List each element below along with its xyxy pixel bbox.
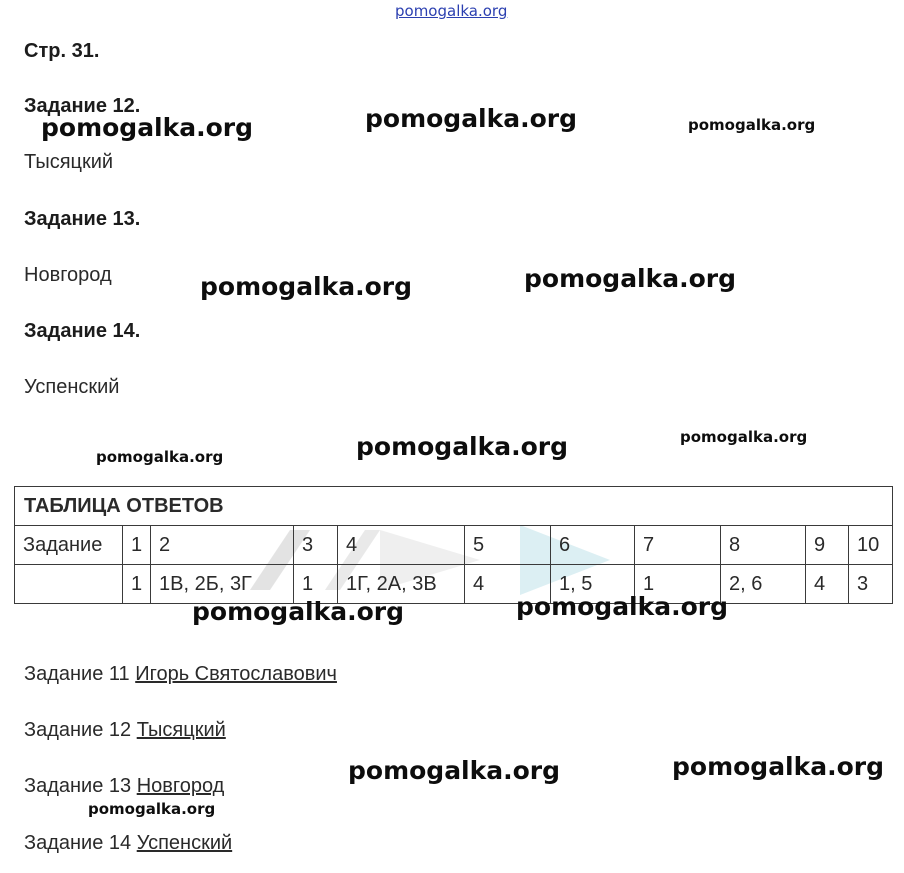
table-header-cell: 9	[806, 526, 849, 565]
table-cell: 1	[635, 565, 721, 604]
watermark: pomogalka.org	[348, 756, 561, 785]
watermark: pomogalka.org	[672, 752, 885, 781]
summary-label: Задание 14	[24, 832, 132, 854]
table-header-cell: 1	[123, 526, 151, 565]
table-header-cell: 4	[338, 526, 465, 565]
table-row	[15, 565, 893, 604]
table-cell: 4	[806, 565, 849, 604]
table-header-cell: 10	[849, 526, 893, 565]
watermark-top: pomogalka.org	[395, 2, 508, 20]
table-cell: 2, 6	[721, 565, 806, 604]
page-reference: Стр. 31.	[24, 40, 100, 62]
task-12-heading: Задание 12.	[24, 95, 141, 117]
watermark: pomogalka.org	[688, 116, 816, 134]
table-header-cell: 3	[294, 526, 338, 565]
watermark: pomogalka.org	[88, 800, 216, 818]
summary-answer: Успенский	[136, 832, 233, 854]
task-12-answer: Тысяцкий	[24, 151, 114, 173]
summary-label: Задание 11	[24, 663, 130, 685]
table-header-cell: 8	[721, 526, 806, 565]
table-cell: 4	[465, 565, 551, 604]
table-header-cell: Задание	[15, 526, 123, 565]
table-cell: 1	[123, 565, 151, 604]
table-header-row	[15, 526, 893, 565]
watermark: pomogalka.org	[96, 448, 224, 466]
summary-answer: Игорь Святославович	[135, 663, 337, 685]
watermark: pomogalka.org	[516, 592, 729, 621]
watermark: pomogalka.org	[192, 597, 405, 626]
answers-table-title: ТАБЛИЦА ОТВЕТОВ	[15, 487, 893, 526]
table-cell: 1, 5	[551, 565, 635, 604]
summary-answer: Новгород	[136, 775, 225, 797]
summary-label: Задание 12	[24, 719, 132, 741]
watermark: pomogalka.org	[200, 272, 413, 301]
table-cell: 1Г, 2А, 3В	[338, 565, 465, 604]
task-13-heading: Задание 13.	[24, 208, 141, 230]
table-cell: 3	[849, 565, 893, 604]
summary-line	[24, 775, 224, 798]
task-13-answer: Новгород	[24, 264, 112, 286]
summary-line	[24, 663, 337, 686]
table-header-cell: 2	[151, 526, 294, 565]
watermark: pomogalka.org	[524, 264, 737, 293]
task-14-heading: Задание 14.	[24, 320, 141, 342]
summary-line	[24, 832, 232, 855]
summary-answer: Тысяцкий	[136, 719, 226, 741]
summary-line	[24, 719, 226, 742]
table-header-cell: 7	[635, 526, 721, 565]
table-cell	[15, 565, 123, 604]
table-header-cell: 6	[551, 526, 635, 565]
table-header-cell: 5	[465, 526, 551, 565]
answers-table	[14, 486, 893, 604]
watermark: pomogalka.org	[680, 428, 808, 446]
watermark: pomogalka.org	[365, 104, 578, 133]
watermark: pomogalka.org	[356, 432, 569, 461]
watermark: pomogalka.org	[41, 113, 254, 142]
table-cell: 1В, 2Б, 3Г	[151, 565, 294, 604]
task-14-answer: Успенский	[24, 376, 120, 398]
table-cell: 1	[294, 565, 338, 604]
summary-label: Задание 13	[24, 775, 132, 797]
